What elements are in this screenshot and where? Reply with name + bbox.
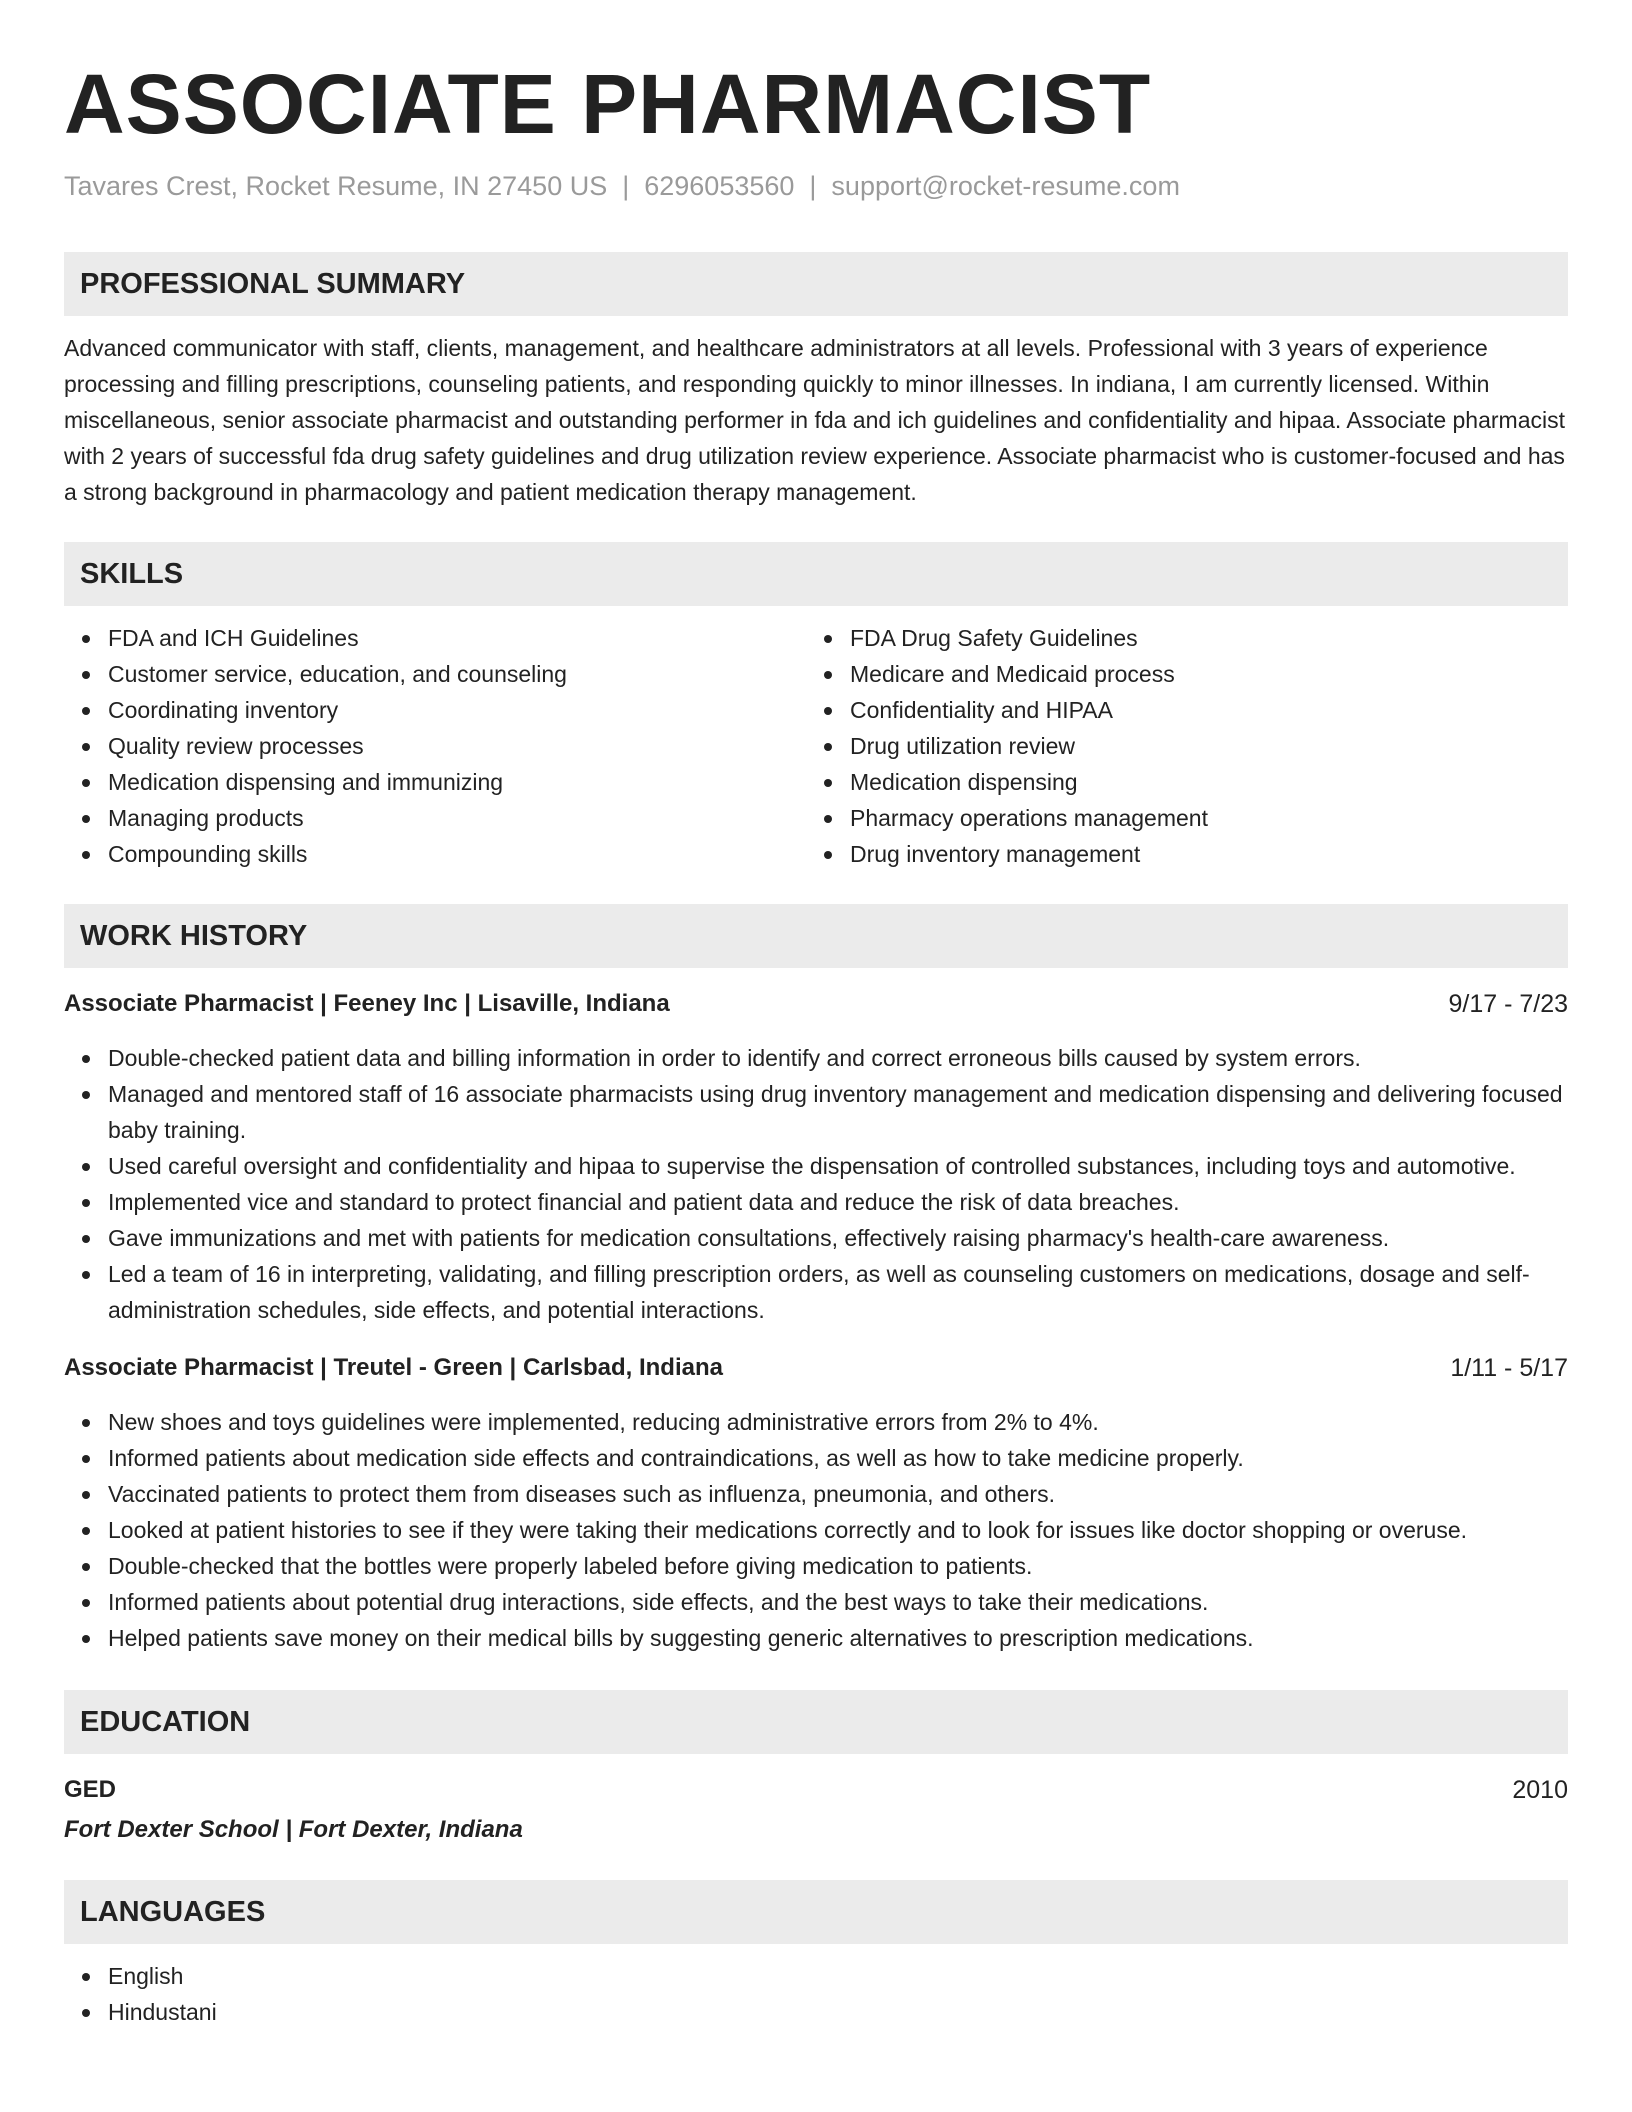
skill-item: Quality review processes bbox=[64, 728, 806, 764]
job-bullet: Informed patients about medication side effects and contraindications, as well as how to take medicine properly. bbox=[64, 1440, 1568, 1476]
job-bullet: Vaccinated patients to protect them from diseases such as influenza, pneumonia, and others. bbox=[64, 1476, 1568, 1512]
contact-address: Tavares Crest, Rocket Resume, IN 27450 US bbox=[64, 171, 608, 201]
contact-email: support@rocket-resume.com bbox=[831, 171, 1180, 201]
skills-section bbox=[64, 542, 1568, 872]
job-title: Associate Pharmacist | Feeney Inc | Lisaville, Indiana bbox=[64, 990, 670, 1017]
job-title: Associate Pharmacist | Treutel - Green | Carlsbad, Indiana bbox=[64, 1354, 723, 1381]
job-entry bbox=[64, 986, 1568, 1328]
contact-phone: 6296053560 bbox=[644, 171, 795, 201]
language-item: Hindustani bbox=[64, 1994, 1568, 2030]
skill-item: Drug inventory management bbox=[806, 836, 1548, 872]
education-school: Fort Dexter School | Fort Dexter, Indiana bbox=[64, 1816, 523, 1843]
skill-item: FDA Drug Safety Guidelines bbox=[806, 620, 1548, 656]
job-bullet: Used careful oversight and confidentiality and hipaa to supervise the dispensation of controlled substances, including toys and automotive. bbox=[64, 1148, 1568, 1184]
language-item: English bbox=[64, 1958, 1568, 1994]
work-history-section bbox=[64, 904, 1568, 1656]
summary-section bbox=[64, 252, 1568, 510]
section-heading-work-history: WORK HISTORY bbox=[64, 904, 1568, 968]
skill-item: Managing products bbox=[64, 800, 806, 836]
section-heading-skills: SKILLS bbox=[64, 542, 1568, 606]
section-heading-languages: LANGUAGES bbox=[64, 1880, 1568, 1944]
skill-item: Coordinating inventory bbox=[64, 692, 806, 728]
page-title: ASSOCIATE PHARMACIST bbox=[64, 57, 1152, 151]
skills-column-right bbox=[806, 620, 1548, 872]
summary-text: Advanced communicator with staff, clients, management, and healthcare administrators at all levels. Professional with 3 years of experience processing and filling prescriptions, counseling patients, and responding quickly to minor illnesses. In indiana, I am currently licensed. Within miscellaneous, senior associate pharmacist and outstanding performer in fda and ich guidelines and confidentiality and hipaa. Associate pharmacist with 2 years of successful fda drug safety guidelines and drug utilization review experience. Associate pharmacist who is customer-focused and has a strong background in pharmacology and patient medication therapy management. bbox=[64, 335, 1565, 505]
skill-item: Medication dispensing and immunizing bbox=[64, 764, 806, 800]
job-bullet: Gave immunizations and met with patients for medication consultations, effectively raising pharmacy's health-care awareness. bbox=[64, 1220, 1568, 1256]
job-bullet: New shoes and toys guidelines were implemented, reducing administrative errors from 2% to 4%. bbox=[64, 1404, 1568, 1440]
education-year: 2010 bbox=[1512, 1776, 1568, 1804]
skill-item: Confidentiality and HIPAA bbox=[806, 692, 1548, 728]
skill-item: Drug utilization review bbox=[806, 728, 1548, 764]
skills-grid bbox=[64, 620, 1568, 872]
job-dates: 9/17 - 7/23 bbox=[1448, 990, 1568, 1018]
skill-item: Pharmacy operations management bbox=[806, 800, 1548, 836]
job-bullet: Double-checked that the bottles were properly labeled before giving medication to patients. bbox=[64, 1548, 1568, 1584]
skill-item: Customer service, education, and counseling bbox=[64, 656, 806, 692]
job-entry bbox=[64, 1350, 1568, 1656]
skill-item: Compounding skills bbox=[64, 836, 806, 872]
languages-section bbox=[64, 1880, 1568, 2030]
job-bullet: Looked at patient histories to see if they were taking their medications correctly and to look for issues like doctor shopping or overuse. bbox=[64, 1512, 1568, 1548]
education-section bbox=[64, 1690, 1568, 1848]
job-dates: 1/11 - 5/17 bbox=[1450, 1354, 1568, 1382]
education-header bbox=[64, 1772, 1568, 1808]
education-degree: GED bbox=[64, 1776, 117, 1803]
contact-separator: | bbox=[622, 171, 630, 201]
job-bullet: Led a team of 16 in interpreting, validating, and filling prescription orders, as well as counseling customers on medications, dosage and self-administration schedules, side effects, and potential interactions. bbox=[64, 1256, 1568, 1328]
contact-separator: | bbox=[809, 171, 817, 201]
skill-item: FDA and ICH Guidelines bbox=[64, 620, 806, 656]
skills-column-left bbox=[64, 620, 806, 872]
job-header bbox=[64, 1350, 1568, 1386]
resume-page bbox=[64, 56, 1568, 2030]
section-heading-summary: PROFESSIONAL SUMMARY bbox=[64, 252, 1568, 316]
skill-item: Medicare and Medicaid process bbox=[806, 656, 1548, 692]
contact-line bbox=[64, 168, 1568, 204]
job-bullet: Helped patients save money on their medical bills by suggesting generic alternatives to prescription medications. bbox=[64, 1620, 1568, 1656]
languages-list bbox=[64, 1958, 1568, 2030]
job-bullet: Managed and mentored staff of 16 associate pharmacists using drug inventory management and medication dispensing and delivering focused baby training. bbox=[64, 1076, 1568, 1148]
job-bullet: Implemented vice and standard to protect financial and patient data and reduce the risk of data breaches. bbox=[64, 1184, 1568, 1220]
job-header bbox=[64, 986, 1568, 1022]
skill-item: Medication dispensing bbox=[806, 764, 1548, 800]
job-bullets bbox=[64, 1040, 1568, 1328]
job-bullet: Double-checked patient data and billing information in order to identify and correct erroneous bills caused by system errors. bbox=[64, 1040, 1568, 1076]
job-bullets bbox=[64, 1404, 1568, 1656]
job-bullet: Informed patients about potential drug interactions, side effects, and the best ways to take their medications. bbox=[64, 1584, 1568, 1620]
section-heading-education: EDUCATION bbox=[64, 1690, 1568, 1754]
